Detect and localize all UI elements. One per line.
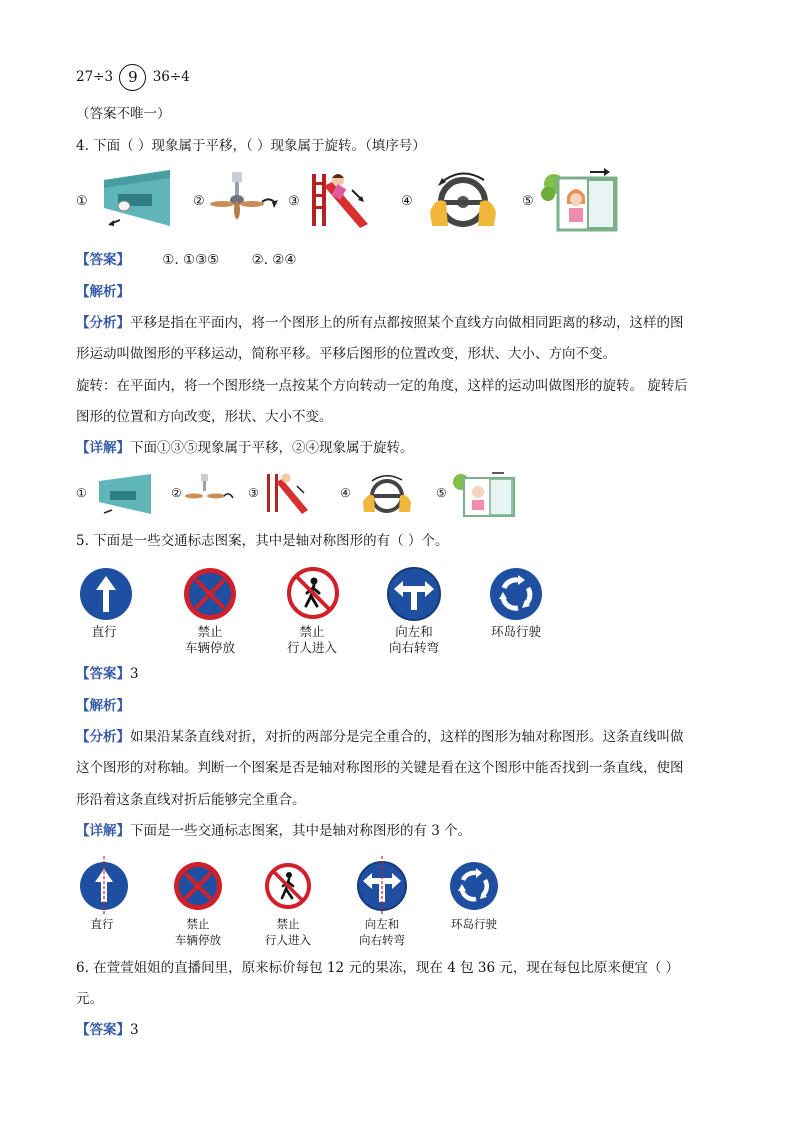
q5-analysis-text: 如果沿某条直线对折，对折的两部分是完全重合的，这样的图形为轴对称图形。这条直线叫做: [130, 729, 684, 745]
q6-answer: 3: [130, 1022, 139, 1038]
q4-label-3: ③: [288, 194, 300, 209]
detail-label: 【详解】: [76, 440, 130, 456]
slide-icon: [308, 168, 376, 232]
q4-images-row: [76, 168, 716, 234]
sliding-window-icon: [452, 470, 518, 516]
sign-label-line1: 环岛行驶: [451, 917, 497, 931]
sliding-window-icon: [542, 168, 622, 232]
q4-analysis-line3: 旋转：在平面内，将一个图形绕一点按某个方向转动一定的角度，这样的运动叫做图形的旋转。 旋转后: [76, 378, 688, 394]
q4-analysis-line4: 图形的位置和方向改变，形状、大小不变。: [76, 409, 333, 425]
sign-label-line2: 行人进入: [286, 640, 337, 655]
sign-label-line2: 车辆停放: [184, 640, 235, 655]
q4-detail-label-5: ⑤: [436, 486, 447, 500]
q4-label-5: ⑤: [522, 194, 534, 209]
answer-tag: 【答案】: [76, 252, 130, 268]
no-pedestrians-sign-icon: [286, 566, 340, 620]
q3-circled-answer: 9: [119, 64, 146, 91]
q4-detail-label-3: ③: [248, 486, 259, 500]
ceiling-fan-icon: [212, 172, 282, 226]
sign-label-roundabout: [476, 624, 556, 640]
q6-answer-row: [76, 1020, 139, 1040]
q5-answer: 3: [130, 666, 139, 682]
detail-label: 【详解】: [76, 823, 130, 839]
q4-label-1: ①: [76, 194, 88, 209]
steering-wheel-icon: [360, 472, 414, 516]
sign-label-no-pedestrians: [272, 624, 352, 656]
q4-analysis-line2: 形运动叫做图形的平移运动，简称平移。平移后图形的位置改变，形状、大小、方向不变。: [76, 346, 616, 362]
sign-label-roundabout: [434, 916, 514, 932]
answer-tag: 【答案】: [76, 666, 130, 682]
answer-tag: 【答案】: [76, 1022, 130, 1038]
sign-label-line1: 禁止: [276, 917, 300, 931]
ceiling-fan-icon: [186, 474, 236, 514]
straight-sign-icon: [78, 566, 134, 622]
q4-label-4: ④: [401, 194, 413, 209]
q4-detail-label-1: ①: [76, 486, 87, 500]
analysis-tag: 【解析】: [76, 698, 130, 714]
sign-label-line1: 直行: [90, 917, 114, 931]
sign-label-straight: [76, 916, 128, 932]
q4-detail-label-4: ④: [340, 486, 351, 500]
no-pedestrians-sign-axis-icon: [264, 862, 312, 910]
q5-answer-row: [76, 664, 139, 684]
sign-label-line2: 行人进入: [265, 933, 311, 947]
sign-label-no-pedestrians: [248, 916, 328, 948]
steering-wheel-icon: [426, 168, 500, 232]
no-parking-sign-icon: [182, 566, 238, 622]
sign-label-line1: 环岛行驶: [490, 624, 541, 639]
q4-answer-2: ②. ②④: [251, 252, 297, 268]
sign-label-turn-left-right: [374, 624, 454, 656]
drawer-icon: [100, 168, 174, 228]
straight-sign-axis-icon: [78, 860, 130, 912]
q4-detail-line: [76, 438, 414, 458]
q5-detail-line: [76, 821, 471, 841]
q4-detail-label-2: ②: [171, 486, 182, 500]
q3-left-expression: 27÷3: [76, 69, 114, 85]
q5-detail-text: 下面是一些交通标志图案，其中是轴对称图形的有 3 个。: [130, 823, 472, 839]
q4-question: 4. 下面（ ）现象属于平移，（ ）现象属于旋转。（填序号）: [76, 138, 426, 154]
sign-label-line2: 向右转弯: [359, 933, 405, 947]
q5-signs-row: [76, 566, 576, 656]
q4-label-2: ②: [193, 194, 205, 209]
turn-left-right-sign-icon: [386, 566, 442, 622]
roundabout-sign-axis-icon: [448, 860, 500, 912]
sign-label-turn-left-right: [342, 916, 422, 948]
sign-label-line1: 禁止: [186, 917, 210, 931]
q6-question-line1: 6. 在萱萱姐姐的直播间里，原来标价每包 12 元的果冻，现在 4 包 36 元，现在每包比原来便宜（ ）: [76, 960, 680, 976]
q5-analysis-line1: [76, 727, 684, 747]
slide-icon: [264, 470, 314, 516]
sign-label-straight: [76, 624, 132, 640]
drawer-icon: [96, 472, 154, 516]
no-parking-sign-axis-icon: [172, 860, 224, 912]
sign-label-no-parking: [170, 624, 250, 656]
q4-answer-1: ①. ①③⑤: [162, 252, 220, 268]
q4-analysis-text: 平移是指在平面内，将一个图形上的所有点都按照某个直线方向做相同距离的移动，这样的图: [130, 315, 684, 331]
q5-signs-axes-row: [76, 856, 556, 948]
q3-expression-row: [76, 64, 190, 91]
roundabout-sign-icon: [488, 566, 544, 622]
q4-detail-text: 下面①③⑤现象属于平移，②④现象属于旋转。: [130, 440, 414, 456]
q3-right-expression: 36÷4: [152, 69, 190, 85]
analysis-label: 【分析】: [76, 315, 130, 331]
sign-label-line1: 向左和: [395, 624, 433, 639]
sign-label-line1: 禁止: [197, 624, 223, 639]
sign-label-line1: 直行: [91, 624, 117, 639]
q6-question-line2: 元。: [76, 991, 103, 1007]
q4-answer-row: [76, 250, 296, 270]
q4-analysis-line1: [76, 313, 684, 333]
q4-images-row-detail: [76, 470, 536, 520]
turn-left-right-sign-axis-icon: [356, 860, 408, 912]
sign-label-line1: 禁止: [299, 624, 325, 639]
q5-analysis-line2: 这个图形的对称轴。判断一个图案是否是轴对称图形的关键是看在这个图形中能否找到一条直线，使图: [76, 760, 684, 776]
sign-label-line2: 车辆停放: [175, 933, 221, 947]
sign-label-line1: 向左和: [364, 917, 400, 931]
q5-question: 5. 下面是一些交通标志图案，其中是轴对称图形的有（ ）个。: [76, 533, 449, 549]
sign-label-no-parking: [158, 916, 238, 948]
q3-note: （答案不唯一）: [76, 106, 171, 122]
analysis-label: 【分析】: [76, 729, 130, 745]
q5-analysis-line3: 形沿着这条直线对折后能够完全重合。: [76, 792, 306, 808]
analysis-tag: 【解析】: [76, 284, 130, 300]
sign-label-line2: 向右转弯: [388, 640, 439, 655]
